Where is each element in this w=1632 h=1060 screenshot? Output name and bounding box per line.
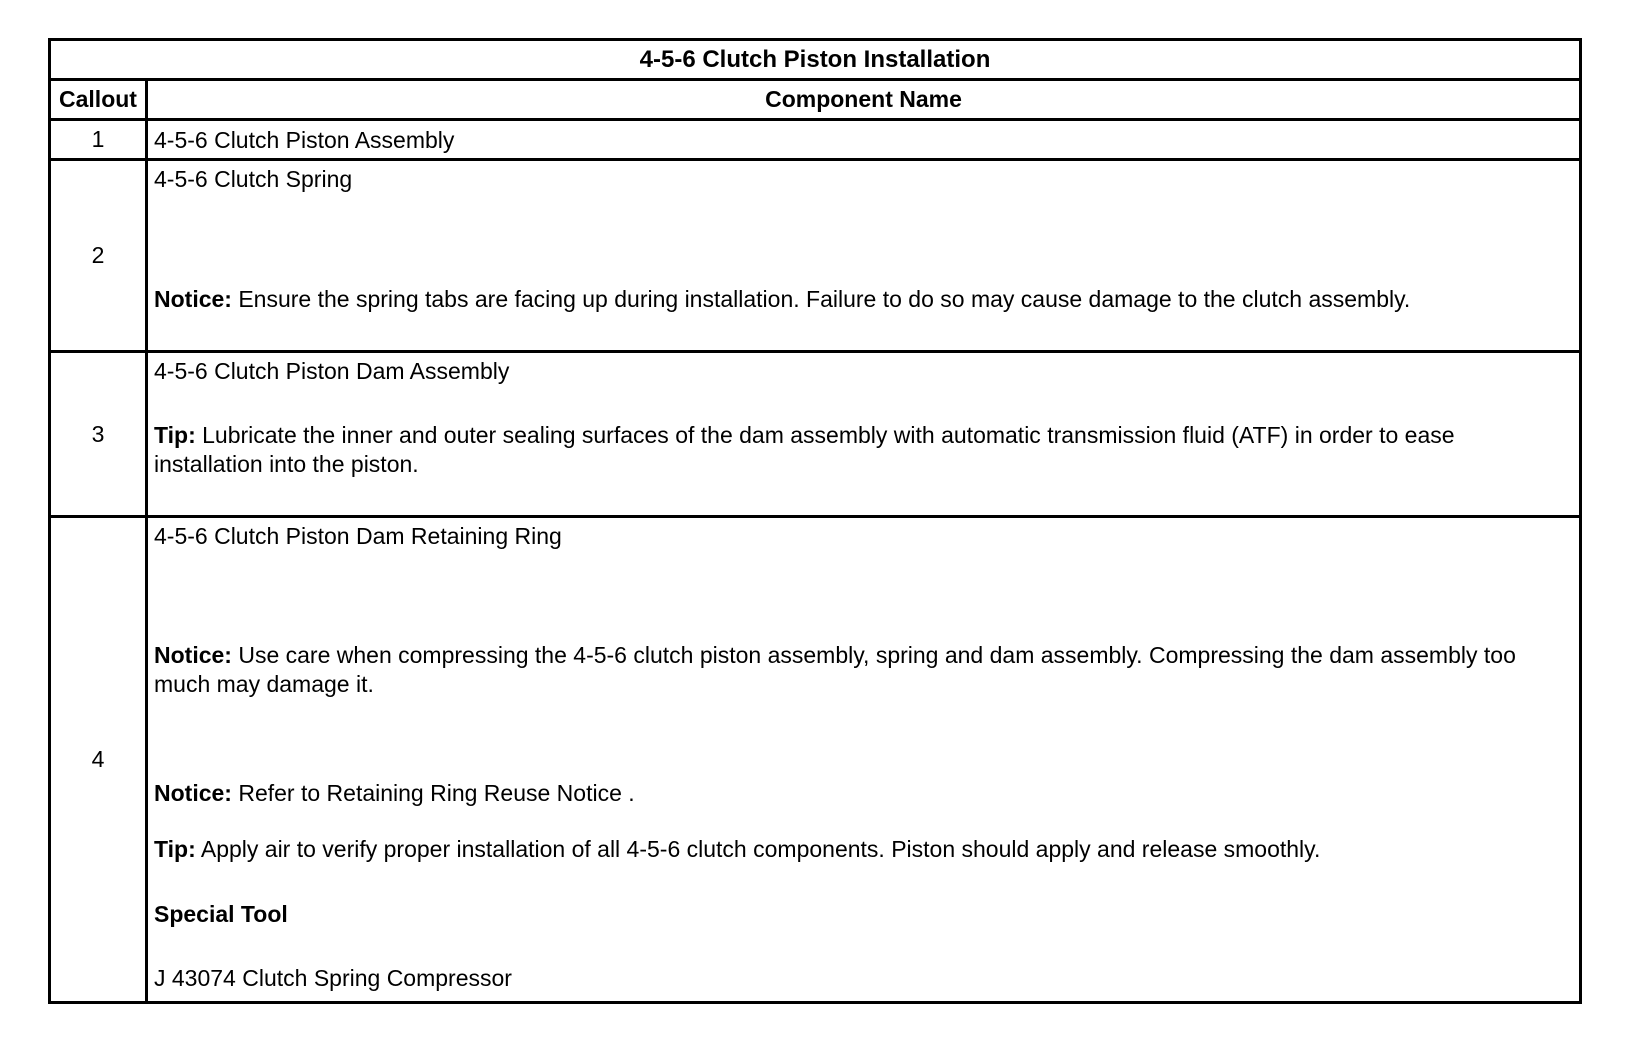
tip-body: Lubricate the inner and outer sealing surfaces of the dam assembly with automatic transmission fluid (ATF) in order to ease installation into the piston. <box>154 422 1455 477</box>
tip-text <box>154 835 1559 864</box>
notice-text <box>154 779 1559 808</box>
component-name-header: Component Name <box>765 86 962 112</box>
component-name: 4-5-6 Clutch Piston Assembly <box>154 127 455 153</box>
table-title-text: 4-5-6 Clutch Piston Installation <box>639 45 991 73</box>
table-row <box>51 353 1579 518</box>
notice-body: Ensure the spring tabs are facing up during installation. Failure to do so may cause damage to the clutch assembly. <box>231 286 1411 312</box>
tip-label: Tip: <box>154 422 196 448</box>
notice-body: Refer to Retaining Ring Reuse Notice . <box>231 780 635 806</box>
callout-cell: 1 <box>51 121 148 158</box>
table-title <box>51 41 1579 81</box>
notice-text <box>154 285 1559 314</box>
component-table <box>48 38 1582 1004</box>
component-cell <box>148 161 1579 350</box>
notice-label: Notice: <box>154 780 232 806</box>
notice-text <box>154 641 1559 699</box>
callout-cell: 2 <box>51 161 148 350</box>
callout-header: Callout <box>51 81 148 118</box>
tip-body: Apply air to verify proper installation of all 4-5-6 clutch components. Piston should apply and release smoothly. <box>195 836 1321 862</box>
component-cell <box>148 518 1579 1001</box>
special-tool-name: J 43074 Clutch Spring Compressor <box>154 965 512 991</box>
component-cell <box>148 121 1579 158</box>
notice-label: Notice: <box>154 286 232 312</box>
callout-cell: 3 <box>51 353 148 515</box>
component-name: 4-5-6 Clutch Piston Dam Assembly <box>154 358 510 384</box>
table-row <box>51 121 1579 161</box>
component-name: 4-5-6 Clutch Piston Dam Retaining Ring <box>154 523 562 549</box>
tip-text <box>154 421 1559 479</box>
tip-label: Tip: <box>154 836 196 862</box>
callout-cell: 4 <box>51 518 148 1001</box>
table-row <box>51 518 1579 1001</box>
notice-label: Notice: <box>154 642 232 668</box>
table-row <box>51 161 1579 353</box>
special-tool-heading: Special Tool <box>154 901 288 927</box>
component-cell <box>148 353 1579 515</box>
component-name: 4-5-6 Clutch Spring <box>154 166 353 192</box>
header-row <box>51 81 1579 121</box>
notice-body: Use care when compressing the 4-5-6 clutch piston assembly, spring and dam assembly. Compressing the dam assembly too much may damage it. <box>154 642 1516 697</box>
